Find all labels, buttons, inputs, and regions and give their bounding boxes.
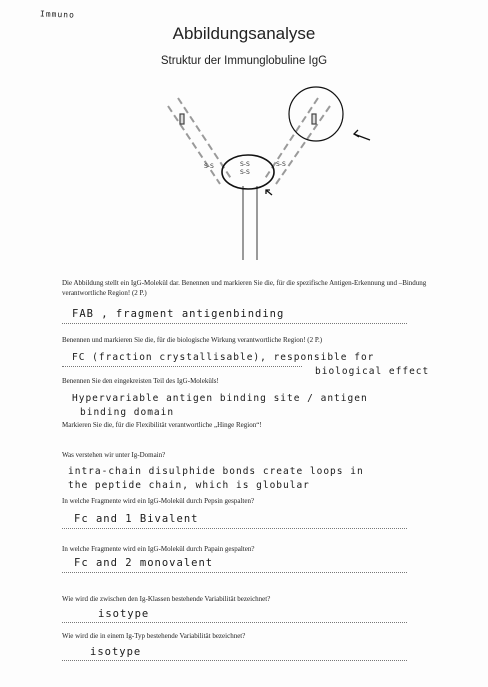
page-subtitle: Struktur der Immunglobuline IgG	[160, 55, 328, 67]
answer-9: isotype	[90, 646, 142, 658]
answer-2: FC (fraction crystallisable), responsible for	[72, 352, 375, 363]
ss-label: S-S	[240, 169, 250, 176]
answer-5-cont: the peptide chain, which is globular	[68, 480, 310, 491]
answer-5: intra-chain disulphide bonds create loops in	[68, 466, 364, 477]
question-7: In welche Fragmente wird ein IgG-Molekül durch Papain gespalten?	[62, 545, 255, 553]
answer-line	[62, 660, 407, 661]
corner-note: Immuno	[39, 9, 76, 20]
question-2: Benennen und markieren Sie die, für die biologische Wirkung verantwortliche Region! (2 P.)	[62, 336, 323, 344]
answer-3: Hypervariable antigen binding site / antigen	[72, 393, 368, 404]
answer-8: isotype	[98, 608, 150, 620]
question-4: Markieren Sie die, für die Flexibilität verantwortliche „Hinge Region“!	[62, 421, 262, 429]
igg-diagram	[140, 80, 380, 270]
answer-line	[62, 528, 407, 529]
question-1: Die Abbildung stellt ein IgG-Molekül dar. Benennen und markieren Sie die, für die spezifische Antigen-Erkennung und –Bindung verantwortliche Region! (2 P.)	[62, 279, 427, 297]
answer-line	[62, 366, 302, 367]
question-6: In welche Fragmente wird ein IgG-Molekül durch Pepsin gespalten?	[62, 497, 255, 505]
ss-label: S-S	[240, 161, 250, 168]
question-5: Was verstehen wir unter Ig-Domain?	[62, 451, 166, 459]
answer-line	[62, 572, 407, 573]
answer-line	[62, 622, 407, 623]
question-9: Wie wird die in einem Ig-Typ bestehende Variabilität bezeichnet?	[62, 632, 246, 640]
page-title: Abbildungsanalyse	[172, 24, 316, 43]
answer-1: FAB , fragment antigenbinding	[72, 308, 285, 320]
question-3: Benennen Sie den eingekreisten Teil des IgG-Moleküls!	[62, 377, 219, 385]
answer-6: Fc and 1 Bivalent	[74, 513, 199, 525]
answer-3-cont: binding domain	[80, 407, 175, 418]
ss-label: S-S	[276, 161, 286, 168]
answer-2-extra: biological effect	[315, 366, 430, 377]
question-8: Wie wird die zwischen den Ig-Klassen bestehende Variabilität bezeichnet?	[62, 595, 271, 603]
answer-line	[62, 323, 407, 324]
answer-7: Fc and 2 monovalent	[74, 557, 214, 569]
ss-label: S-S	[204, 163, 214, 170]
